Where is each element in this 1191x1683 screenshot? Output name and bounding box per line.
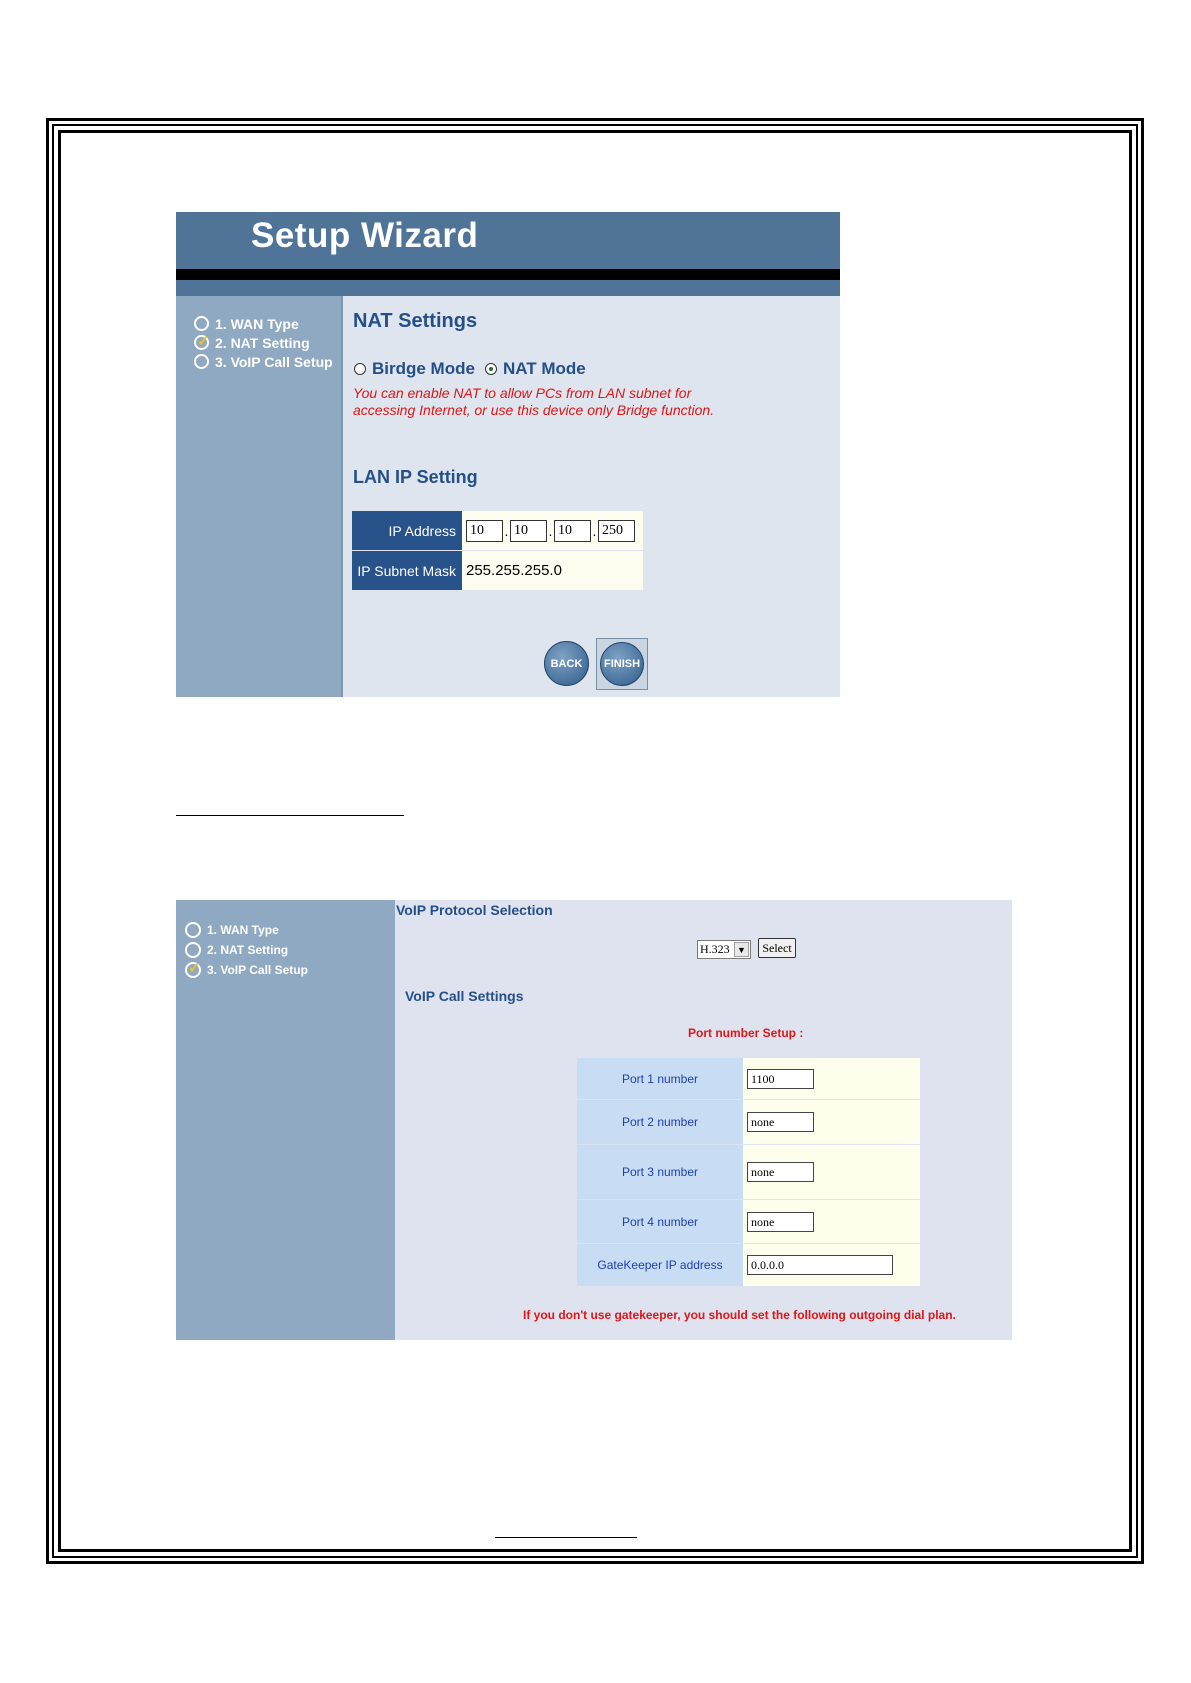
wizard-step-nat-setting[interactable] [194, 333, 333, 352]
port-2-row [577, 1100, 920, 1145]
wizard-step-label: 3. VoIP Call Setup [207, 963, 308, 977]
header-divider [176, 269, 840, 280]
nat-mode-label: NAT Mode [502, 359, 586, 378]
ip-octet-2-input[interactable]: 10 [510, 520, 547, 542]
gatekeeper-label: GateKeeper IP address [577, 1244, 743, 1286]
wizard-step-label: 2. NAT Setting [207, 943, 289, 957]
bridge-mode-radio[interactable] [354, 363, 366, 375]
port-2-label: Port 2 number [577, 1100, 743, 1144]
voip-call-settings-heading: VoIP Call Settings [405, 988, 524, 1004]
wizard-step-voip-call-setup[interactable] [185, 960, 308, 980]
ip-address-label: IP Address [352, 511, 462, 550]
step-checked-icon [185, 962, 201, 978]
mode-selector [354, 359, 596, 379]
gatekeeper-note: If you don't use gatekeeper, you should set the following outgoing dial plan. [523, 1308, 956, 1322]
ip-octet-4-input[interactable]: 250 [598, 520, 635, 542]
nat-description: You can enable NAT to allow PCs from LAN subnet for accessing Internet, or use this device only Bridge function. [353, 385, 715, 418]
ip-address-fields [462, 511, 643, 550]
section-heading-underline [176, 815, 404, 816]
port-1-input[interactable]: 1100 [747, 1069, 814, 1089]
ip-dot: . [592, 522, 597, 539]
wizard-step-label: 1. WAN Type [207, 923, 279, 937]
wizard-steps [194, 314, 333, 371]
wizard-sidebar [176, 296, 343, 697]
wizard-step-label: 1. WAN Type [215, 315, 299, 332]
ip-address-row [352, 511, 643, 551]
ip-octet-1-input[interactable]: 10 [466, 520, 503, 542]
wizard-steps [185, 920, 308, 980]
port-number-setup-label: Port number Setup : [688, 1026, 804, 1040]
port-4-label: Port 4 number [577, 1200, 743, 1243]
gatekeeper-row [577, 1244, 920, 1287]
finish-button-label: FINISH [600, 642, 644, 686]
port-4-input[interactable]: none [747, 1212, 814, 1232]
wizard-step-label: 3. VoIP Call Setup [215, 353, 333, 370]
step-radio-icon [194, 354, 209, 369]
port-1-row [577, 1058, 920, 1100]
port-4-cell [743, 1200, 920, 1243]
nat-settings-heading: NAT Settings [353, 310, 478, 332]
ip-dot: . [504, 522, 509, 539]
wizard-step-wan-type[interactable] [185, 920, 308, 940]
footer-link-underline [495, 1537, 637, 1538]
subnet-mask-label: IP Subnet Mask [352, 551, 462, 590]
step-radio-icon [194, 316, 209, 331]
port-3-cell [743, 1145, 920, 1199]
wizard-header [176, 212, 840, 269]
port-3-input[interactable]: none [747, 1162, 814, 1182]
wizard-step-wan-type[interactable] [194, 314, 333, 333]
bridge-mode-label: Birdge Mode [372, 359, 475, 378]
chevron-down-icon: ▼ [734, 942, 749, 957]
gatekeeper-cell [743, 1244, 920, 1286]
wizard-step-label: 2. NAT Setting [215, 334, 310, 351]
voip-protocol-heading: VoIP Protocol Selection [396, 902, 553, 918]
protocol-select-value: H.323 [700, 942, 730, 956]
subnet-mask-row [352, 551, 643, 591]
step-checked-icon [194, 335, 209, 350]
port-4-row [577, 1200, 920, 1244]
step-radio-icon [185, 942, 201, 958]
port-3-label: Port 3 number [577, 1145, 743, 1199]
header-subbar [176, 280, 840, 296]
gatekeeper-ip-input[interactable]: 0.0.0.0 [747, 1255, 893, 1275]
subnet-mask-value: 255.255.255.0 [462, 551, 643, 590]
port-1-label: Port 1 number [577, 1058, 743, 1099]
port-2-cell [743, 1100, 920, 1144]
back-button[interactable]: BACK [544, 641, 589, 686]
port-1-cell [743, 1058, 920, 1099]
lan-ip-table [352, 511, 643, 591]
protocol-select[interactable] [697, 940, 751, 959]
select-button[interactable]: Select [758, 938, 796, 958]
port-3-row [577, 1145, 920, 1200]
wizard-title: Setup Wizard [251, 216, 479, 255]
wizard-step-nat-setting[interactable] [185, 940, 308, 960]
wizard-sidebar [176, 900, 395, 1340]
nat-mode-radio[interactable] [485, 363, 497, 375]
step-radio-icon [185, 922, 201, 938]
ip-dot: . [548, 522, 553, 539]
port-2-input[interactable]: none [747, 1112, 814, 1132]
nat-setup-wizard-screenshot [176, 212, 840, 697]
finish-button[interactable] [596, 638, 648, 690]
voip-call-setup-screenshot [176, 900, 1012, 1340]
lan-ip-setting-heading: LAN IP Setting [353, 467, 478, 487]
wizard-step-voip-call-setup[interactable] [194, 352, 333, 371]
ip-octet-3-input[interactable]: 10 [554, 520, 591, 542]
